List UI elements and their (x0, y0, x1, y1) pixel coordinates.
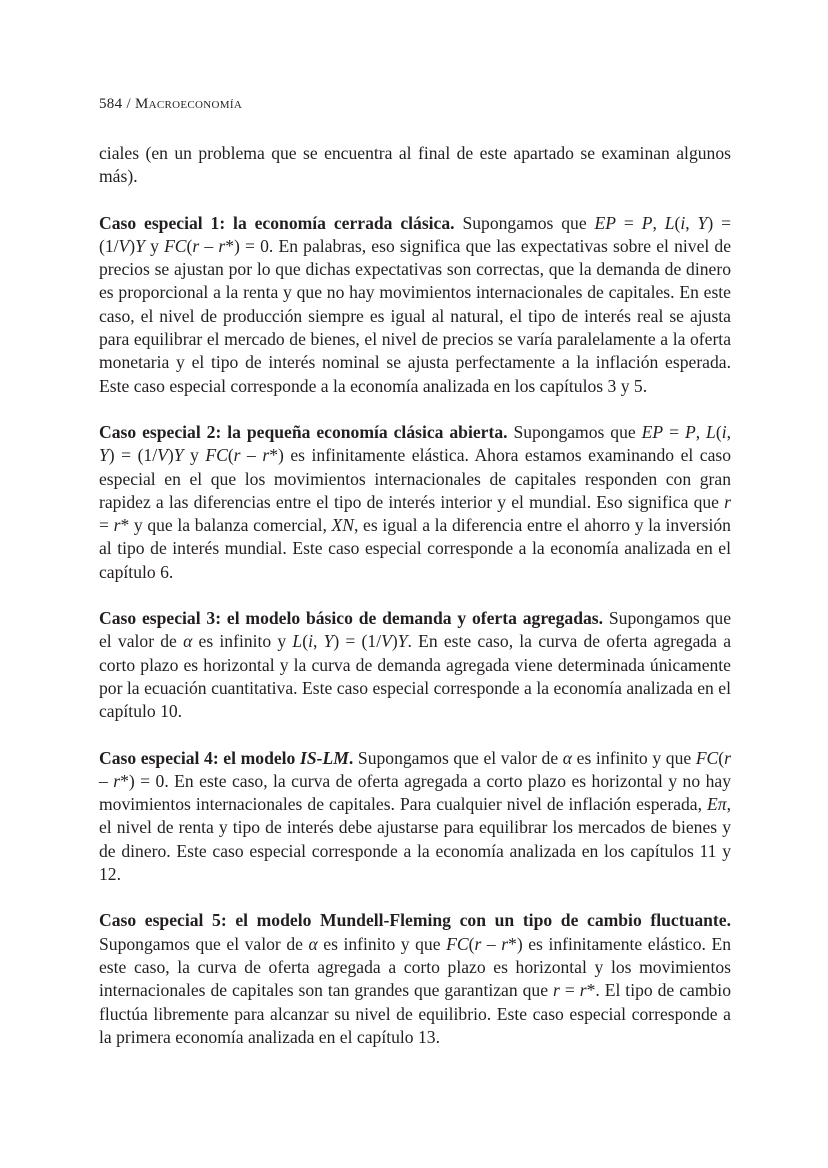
text-run: Supongamos que el valor de (99, 608, 731, 652)
text-run: ciales (en un problema que se encuentra al final de este apartado se examinan algunos más). (99, 143, 731, 187)
text-run: . (348, 747, 354, 768)
text-run: Supongamos que el valor de (353, 747, 563, 768)
math-symbol: r (579, 980, 587, 1001)
paragraph-caso-especial-2 (99, 421, 731, 584)
text-run: *) es infinitamente elástico. En este caso, la curva de oferta agregada a corto plazo es horizontal y los movimientos internacionales de capitales son tan grandes que garantizan que (99, 933, 732, 1001)
math-symbol: FC (164, 235, 187, 256)
paragraph-lead: Caso especial 3: el modelo básico de demanda y oferta agregadas. (99, 608, 604, 629)
math-symbol: FC (446, 933, 469, 954)
math-symbol: Y (397, 631, 408, 652)
text-run: ( (186, 235, 193, 256)
paragraph-lead (99, 748, 353, 768)
text-run: = (559, 980, 580, 1001)
math-symbol: r (192, 235, 200, 256)
math-symbol: V (118, 235, 130, 256)
text-run: es infinito y (192, 631, 293, 652)
page-number: 584 (99, 96, 123, 112)
math-symbol: i (721, 421, 727, 442)
header-separator: / (122, 96, 135, 112)
math-symbol: r (474, 933, 482, 954)
math-symbol: EP (641, 421, 664, 442)
math-symbol: Y (173, 445, 184, 466)
text-run: ( (718, 747, 725, 768)
math-symbol: V (381, 631, 392, 652)
paragraph-caso-especial-1 (99, 212, 731, 398)
math-symbol: α (562, 747, 573, 768)
math-symbol: IS-LM (299, 747, 349, 768)
text-run: , (695, 421, 707, 442)
math-symbol: Y (135, 235, 145, 256)
text-run: ( (227, 445, 234, 466)
text-run: = (663, 421, 685, 442)
text-run: ) (167, 445, 174, 466)
text-run: – (199, 235, 219, 256)
math-symbol: L (664, 212, 675, 233)
text-run: ( (302, 631, 309, 652)
text-run: ) (129, 235, 136, 256)
math-symbol: Y (323, 631, 334, 652)
math-symbol: i (308, 631, 313, 652)
text-run: ) = (1/ (99, 212, 731, 256)
text-run: *. El tipo de cambio fluctúa libremente para alcanzar su nivel de equilibrio. Este caso especial corresponde a la primera economía analizada en el capítulo 13. (99, 980, 731, 1047)
math-symbol: r (724, 747, 732, 768)
text-run: ( (674, 212, 681, 233)
paragraph-lead: Caso especial 2: la pequeña economía clásica abierta. (99, 421, 508, 442)
text-run: , (652, 212, 665, 233)
running-head (99, 96, 242, 113)
math-symbol: P (684, 421, 696, 442)
text-run: es infinito y que (572, 747, 696, 768)
math-symbol: FC (205, 445, 228, 466)
math-symbol: Y (99, 445, 109, 466)
paragraph-caso-especial-5 (99, 909, 731, 1049)
text-run: , el nivel de renta y tipo de interés debe ajustarse para equilibrar los mercados de bienes y de dinero. Este caso especial corresponde a la economía analizada en los capítulos 11 y 12. (99, 794, 731, 885)
paragraph-continuation (99, 142, 731, 189)
text-run: *) = 0. En palabras, eso significa que las expectativas sobre el nivel de precios se ajustan por lo que dichas expectativas son correctas, que la demanda de dinero es proporcional a la renta y que no hay movimientos internacionales de capitales. En este caso, el nivel de producción siempre es igual al natural, el tipo de interés real se ajusta para equilibrar el mercado de bienes, el nivel de precios se varía paralelamente a la oferta monetaria y el tipo de interés nominal se ajusta perfectamente a la inflación esperada. Este caso especial corresponde a la economía analizada en los capítulos 3 y 5. (99, 235, 732, 396)
text-run: – (99, 770, 114, 791)
text-run: y (144, 235, 165, 256)
text-run: – (481, 933, 502, 954)
text-run: , (312, 631, 324, 652)
text-run: , es igual a la diferencia entre el ahorro y la inversión al tipo de interés mundial. Este caso especial corresponde a la economía analizada en el capítulo 6. (99, 515, 731, 582)
text-run: ) = (1/ (108, 445, 158, 466)
math-symbol: XN (331, 515, 354, 536)
math-symbol: EP (594, 212, 616, 233)
text-run: = (616, 212, 642, 233)
paragraph-caso-especial-4 (99, 747, 731, 887)
text-run: Supongamos que (454, 212, 595, 233)
text-run: . En este caso, la curva de oferta agregada a corto plazo es horizontal y la curva de demanda agregada viene determinada únicamente por la ecuación cuantitativa. Este caso especial corresponde a la economía analizada en el capítulo 10. (99, 631, 732, 722)
math-symbol: FC (695, 747, 719, 768)
math-symbol: V (157, 445, 168, 466)
book-title: Macroeconomía (134, 96, 243, 112)
text-run: ) = (1/ (333, 631, 382, 652)
math-symbol: r (113, 770, 121, 791)
text-run: ( (715, 421, 722, 442)
math-symbol: P (641, 212, 653, 233)
text-run: * y que la balanza comercial, (120, 515, 332, 536)
text-run: *) = 0. En este caso, la curva de oferta agregada a corto plazo es horizontal y no hay movimientos internacionales de capitales. Para cualquier nivel de inflación esperada, (99, 770, 731, 815)
math-symbol: Y (697, 212, 708, 233)
text-run: Caso especial 4: el modelo (99, 747, 300, 768)
text-run: – (240, 445, 263, 466)
math-symbol: i (680, 212, 686, 233)
math-symbol: α (308, 933, 318, 954)
math-symbol: r (262, 445, 270, 466)
math-symbol: r (113, 515, 121, 536)
math-symbol: α (183, 631, 193, 652)
math-symbol: r (218, 235, 226, 256)
text-run: y (183, 445, 206, 466)
text-run: = (99, 515, 114, 536)
paragraph-lead: Caso especial 1: la economía cerrada clásica. (99, 212, 455, 233)
text-run: *) es infinitamente elástica. Ahora estamos examinando el caso especial en el que los movimientos internacionales de capitales responden con gran rapidez a las diferencias entre el tipo de interés interior y el mundial. Eso significa que (99, 445, 732, 512)
text-run: es infinito y que (317, 933, 447, 954)
math-symbol: r (553, 980, 560, 1001)
math-symbol: Eπ (707, 794, 727, 815)
math-symbol: L (706, 421, 716, 442)
math-symbol: r (233, 445, 241, 466)
text-run: Supongamos que el valor de (99, 933, 309, 954)
math-symbol: L (292, 631, 303, 652)
body-text (99, 142, 731, 1049)
paragraph-lead: Caso especial 5: el modelo Mundell-Fleming con un tipo de cambio fluctuante. (99, 910, 731, 931)
text-run: , (685, 212, 698, 233)
text-run: ) (391, 631, 398, 652)
paragraph-caso-especial-3 (99, 607, 731, 723)
math-symbol: r (501, 933, 509, 954)
text-run: ( (468, 933, 475, 954)
math-symbol: r (724, 491, 731, 512)
text-run: Supongamos que (507, 421, 642, 442)
text-run: , (726, 421, 731, 442)
